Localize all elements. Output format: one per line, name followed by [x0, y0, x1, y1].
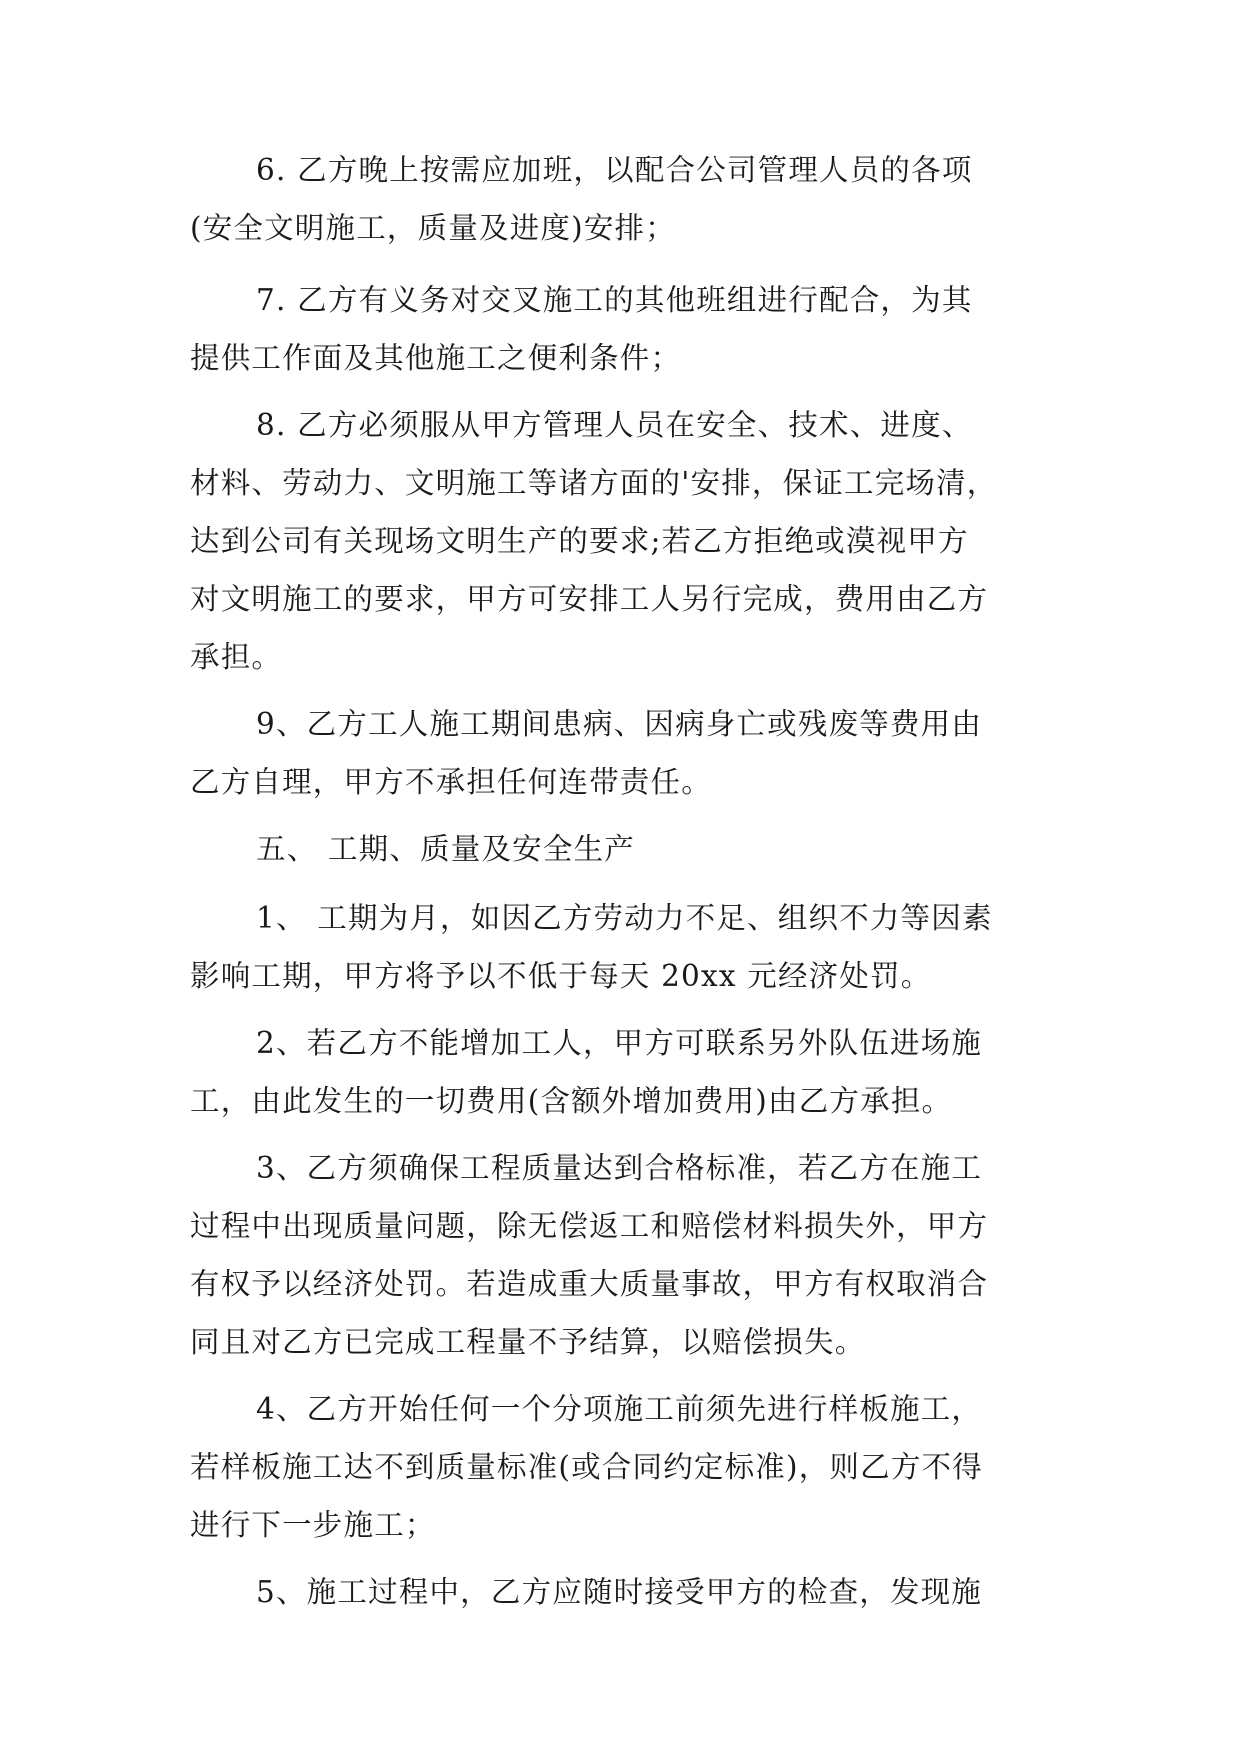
item-3-line-1: 3、乙方须确保工程质量达到合格标准，若乙方在施工: [256, 1151, 983, 1185]
item-5-line-1: 5、施工过程中，乙方应随时接受甲方的检查，发现施: [256, 1575, 983, 1609]
item-4-line-2: 若样板施工达不到质量标准(或合同约定标准)，则乙方不得: [190, 1450, 983, 1484]
item-3-line-4: 同且对乙方已完成工程量不予结算，以赔偿损失。: [190, 1325, 866, 1359]
clause-8-line-5: 承担。: [190, 640, 283, 674]
clause-8-line-2: 材料、劳动力、文明施工等诸方面的'安排，保证工完场清，: [190, 466, 998, 500]
clause-9-line-1: 9、乙方工人施工期间患病、因病身亡或残废等费用由: [256, 707, 983, 741]
clause-7-line-2: 提供工作面及其他施工之便利条件；: [190, 341, 682, 375]
item-4-line-1: 4、乙方开始任何一个分项施工前须先进行样板施工，: [256, 1392, 983, 1426]
item-1-line-2: 影响工期，甲方将予以不低于每天 20xx 元经济处罚。: [190, 959, 932, 993]
item-1-line-1: 1、 工期为月，如因乙方劳动力不足、组织不力等因素: [256, 901, 993, 935]
item-4-line-3: 进行下一步施工；: [190, 1508, 436, 1542]
clause-7-line-1: 7. 乙方有义务对交叉施工的其他班组进行配合，为其: [256, 283, 973, 317]
section-heading: 五、 工期、质量及安全生产: [256, 832, 635, 866]
clause-6-line-1: 6. 乙方晚上按需应加班，以配合公司管理人员的各项: [256, 153, 973, 187]
item-3-line-3: 有权予以经济处罚。若造成重大质量事故，甲方有权取消合: [190, 1267, 989, 1301]
clause-8-line-3: 达到公司有关现场文明生产的要求;若乙方拒绝或漠视甲方: [190, 524, 969, 558]
clause-8-line-4: 对文明施工的要求，甲方可安排工人另行完成，费用由乙方: [190, 582, 989, 616]
clause-9-line-2: 乙方自理，甲方不承担任何连带责任。: [190, 765, 712, 799]
clause-8-line-1: 8. 乙方必须服从甲方管理人员在安全、技术、进度、: [256, 408, 973, 442]
item-3-line-2: 过程中出现质量问题，除无偿返工和赔偿材料损失外，甲方: [190, 1209, 989, 1243]
item-2-line-1: 2、若乙方不能增加工人，甲方可联系另外队伍进场施: [256, 1026, 983, 1060]
clause-6-line-2: (安全文明施工，质量及进度)安排；: [190, 211, 676, 245]
item-2-line-2: 工，由此发生的一切费用(含额外增加费用)由乙方承担。: [190, 1084, 953, 1118]
